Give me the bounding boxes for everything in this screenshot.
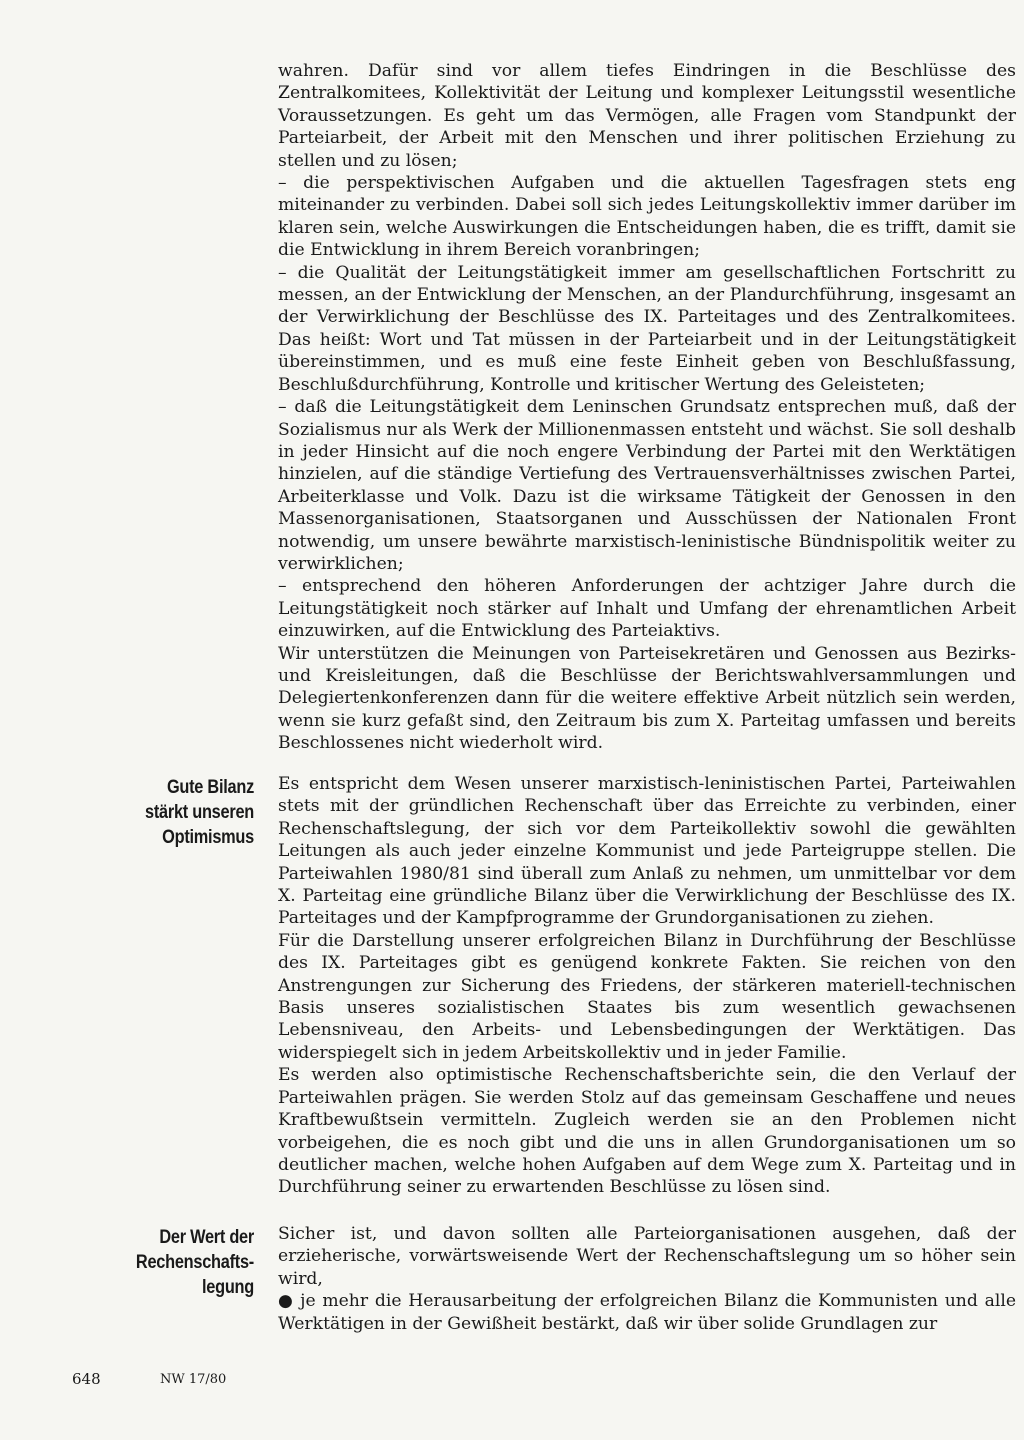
dash-item: – die Qualität der Leitungstätigkeit immer am gesellschaftlichen Fortschritt zu messen, an der Entwicklung der Menschen, an der Plandurchführung, insgesamt an der Verwirklichung der Beschlüsse des IX. Parteitages und des Zentralkomitees. Das heißt: Wort und Tat müssen in der Parteiarbeit und in der Leitungstätigkeit übereinstimmen, und es muß eine feste Einheit geben von Beschlußfassung, Beschlußdurchführung, Kontrolle und kritischer Wertung des Geleisteten;	[278, 262, 1016, 395]
side-heading-gute-bilanz	[116, 775, 254, 850]
side-heading-line: stärkt unseren	[144, 802, 254, 823]
main-text-block-2	[278, 773, 1016, 1199]
main-text-block-1	[278, 60, 1016, 755]
paragraph: Für die Darstellung unserer erfolgreichen Bilanz in Durchführung der Beschlüsse des IX. Parteitages gibt es genügend konkrete Fakten. Sie reichen von den Anstrengungen zur Sicherung des Friedens, der stärkeren materiell-technischen Basis unseres sozialistischen Staates bis zum wesentlich gewachsenen Lebensniveau, den Arbeits- und Lebensbedingungen der Werktätigen. Das widerspiegelt sich in jedem Arbeitskollektiv und in jeder Familie.	[278, 930, 1016, 1063]
dash-item: – entsprechend den höheren Anforderungen der achtziger Jahre durch die Leitungstätigkeit noch stärker auf Inhalt und Umfang der ehrenamtlichen Arbeit einzuwirken, auf die Entwicklung des Parteiaktivs.	[278, 576, 1016, 642]
side-heading-line: Gute Bilanz	[166, 777, 254, 798]
page-number: 648	[72, 1370, 101, 1388]
dash-item: – die perspektivischen Aufgaben und die aktuellen Tagesfragen stets eng miteinander zu verbinden. Dabei soll sich jedes Leitungskollektiv immer darüber im klaren sein, welche Auswirkungen die Entscheidungen haben, die es trifft, damit sie die Entwicklung in ihrem Bereich voranbringen;	[278, 173, 1016, 261]
side-heading-line: Der Wert der	[159, 1227, 254, 1248]
side-heading-line: Optimismus	[162, 827, 254, 848]
side-heading-line: legung	[201, 1277, 254, 1298]
paragraph: Sicher ist, und davon sollten alle Parteiorganisationen ausgehen, daß der erzieherische, vorwärtsweisende Wert der Rechenschaftslegung um so höher sein wird,	[278, 1224, 1016, 1289]
bullet-item: ● je mehr die Herausarbeitung der erfolgreichen Bilanz die Kommunisten und alle Werktätigen in der Gewißheit bestärkt, daß wir über solide Grundlagen zur	[278, 1290, 1016, 1335]
paragraph: Es werden also optimistische Rechenschaftsberichte sein, die den Verlauf der Parteiwahlen prägen. Sie werden Stolz auf das gemeinsam Geschaffene und neues Kraftbewußtsein vermitteln. Zugleich werden sie an den Problemen nicht vorbeigehen, die es noch gibt und die uns in allen Grundorganisationen um so deutlicher machen, welche hohen Aufgaben auf dem Wege zum X. Parteitag und in Durchführung seiner zu erwartenden Beschlüsse zu lösen sind.	[278, 1065, 1016, 1198]
side-heading-line: Rechenschafts-	[135, 1252, 254, 1273]
side-heading-wert	[116, 1225, 254, 1300]
main-text-block-3	[278, 1223, 1016, 1335]
issue-label: NW 17/80	[160, 1372, 227, 1387]
paragraph: Wir unterstützen die Meinungen von Parteisekretären und Genossen aus Bezirks- und Kreisleitungen, daß die Beschlüsse der Berichtswahlversammlungen und Delegiertenkonferenzen dann für die weitere effektive Arbeit nützlich sein werden, wenn sie kurz gefaßt sind, den Zeitraum bis zum X. Parteitag umfassen und bereits Beschlossenes nicht wiederholt wird.	[278, 643, 1016, 754]
paragraph: wahren. Dafür sind vor allem tiefes Eindringen in die Beschlüsse des Zentralkomitees, Kollektivität der Leitung und komplexer Leitungsstil wesentliche Voraussetzungen. Es geht um das Vermögen, alle Fragen vom Standpunkt der Parteiarbeit, der Arbeit mit den Menschen und ihrer politischen Erziehung zu stellen und zu lösen;	[278, 61, 1016, 171]
paragraph: Es entspricht dem Wesen unserer marxistisch-leninistischen Partei, Parteiwahlen stets mit der gründlichen Rechenschaft über das Erreichte zu verbinden, einer Rechenschaftslegung, der sich vor dem Parteikollektiv sowohl die gewählten Leitungen als auch jeder einzelne Kommunist und jede Parteigruppe stellen. Die Parteiwahlen 1980/81 sind überall zum Anlaß zu nehmen, um unmittelbar vor dem X. Parteitag eine gründliche Bilanz über die Verwirklichung der Beschlüsse des IX. Parteitages und der Kampfprogramme der Grundorganisationen zu ziehen.	[278, 774, 1016, 929]
dash-item: – daß die Leitungstätigkeit dem Leninschen Grundsatz entsprechen muß, daß der Sozialismus nur als Werk der Millionenmassen entsteht und wächst. Sie soll deshalb in jeder Hinsicht auf die noch engere Verbindung der Partei mit den Werktätigen hinzielen, auf die ständige Vertiefung des Vertrauensverhältnisses zwischen Partei, Arbeiterklasse und Volk. Dazu ist die wirksame Tätigkeit der Genossen in den Massenorganisationen, Staatsorganen und Ausschüssen der Nationalen Front notwendig, um unsere bewährte marxistisch-leninistische Bündnispolitik weiter zu verwirklichen;	[278, 397, 1016, 574]
